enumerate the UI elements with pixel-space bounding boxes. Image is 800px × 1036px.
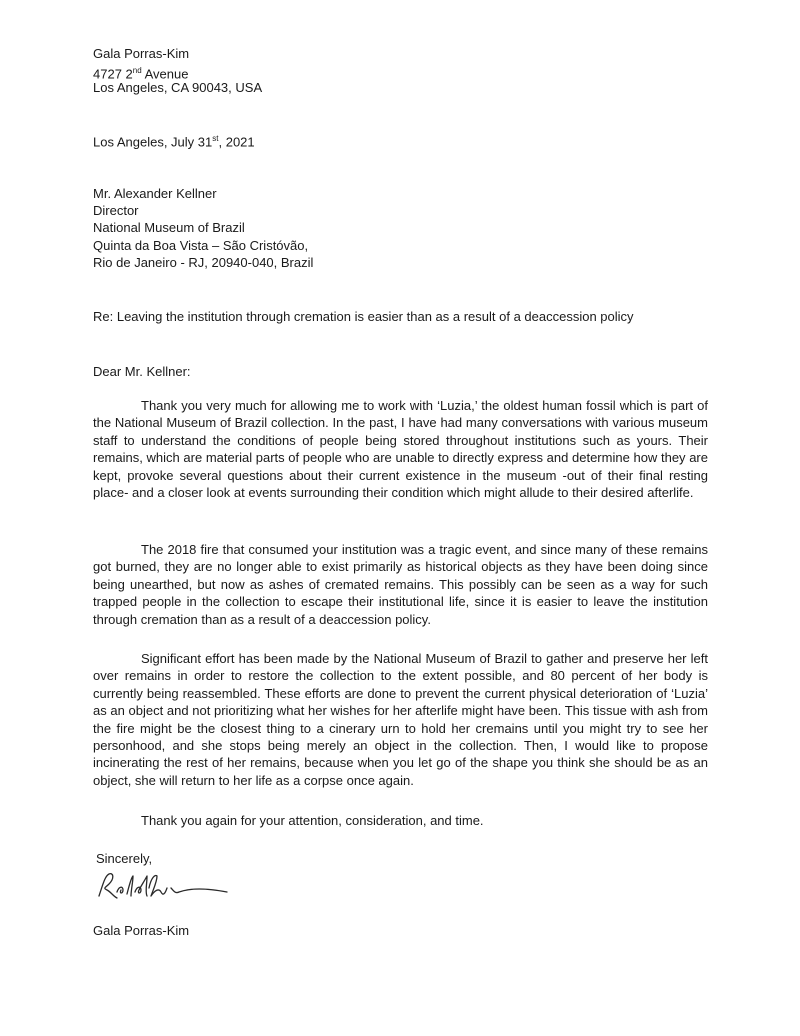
body-paragraph-3: Significant effort has been made by the National Museum of Brazil to gather and preserve her left over remains in order to restore the collection to the extent possible, and 80 percent of her body is currently being reassembled. These efforts are done to prevent the current physical deterioration of ‘Luzia’ as an object and not prioritizing what her wishes for her afterlife might have been. This tissue with ash from the fire might be the closest thing to a cinerary urn to hold her cremains until you might try to see her personhood, and she stops being merely an object in the collection. Then, I would like to propose incinerating the rest of her remains, because when you let go of the shape you think she should be as an object, she will return to her life as a corpse once again.: [93, 651, 708, 788]
body-paragraph-4: Thank you again for your attention, consideration, and time.: [141, 813, 484, 828]
date-ordinal: st: [212, 134, 219, 143]
signature-name: Gala Porras-Kim: [93, 923, 190, 938]
body-paragraph-1: Thank you very much for allowing me to work with ‘Luzia,’ the oldest human fossil which is part of the National Museum of Brazil collection. In the past, I have had many conversations with various museum staff to understand the conditions of people being stored throughout institutions such as yours. Their remains, which are material parts of people who are unable to directly express and determine how they are kept, provoke several questions about their current existence in the museum -out of their final resting place- and a closer look at events surrounding their condition which might allude to their desired afterlife.: [93, 398, 708, 501]
sender-street-number: 4727 2: [93, 66, 133, 82]
sender-street-ordinal: nd: [132, 66, 142, 75]
recipient-title: Director: [93, 203, 139, 218]
salutation: Dear Mr. Kellner:: [93, 364, 191, 379]
closing: Sincerely,: [96, 851, 153, 866]
body-paragraph-2: The 2018 fire that consumed your institution was a tragic event, and since many of these remains got burned, they are no longer able to exist primarily as historical objects as they have been doing since being unearthed, but now as ashes of cremated remains. This possibly can be seen as a way for such trapped people in the collection to escape their institutional life, since it is easier to leave the institution through cremation than as a result of a deaccession policy.: [93, 542, 708, 627]
recipient-name: Mr. Alexander Kellner: [93, 186, 217, 201]
recipient-city: Rio de Janeiro - RJ, 20940-040, Brazil: [93, 255, 314, 270]
date-suffix: , 2021: [218, 134, 255, 150]
letter-date: [93, 130, 255, 150]
subject-line: Re: Leaving the institution through cremation is easier than as a result of a deaccession policy: [93, 309, 634, 324]
sender-street-rest: Avenue: [141, 66, 189, 82]
recipient-institution: National Museum of Brazil: [93, 220, 245, 235]
handwritten-signature: [95, 866, 235, 906]
date-prefix: Los Angeles, July 31: [93, 134, 213, 150]
recipient-street: Quinta da Boa Vista – São Cristóvão,: [93, 238, 309, 253]
sender-city: Los Angeles, CA 90043, USA: [93, 80, 263, 95]
sender-name: Gala Porras-Kim: [93, 46, 190, 61]
